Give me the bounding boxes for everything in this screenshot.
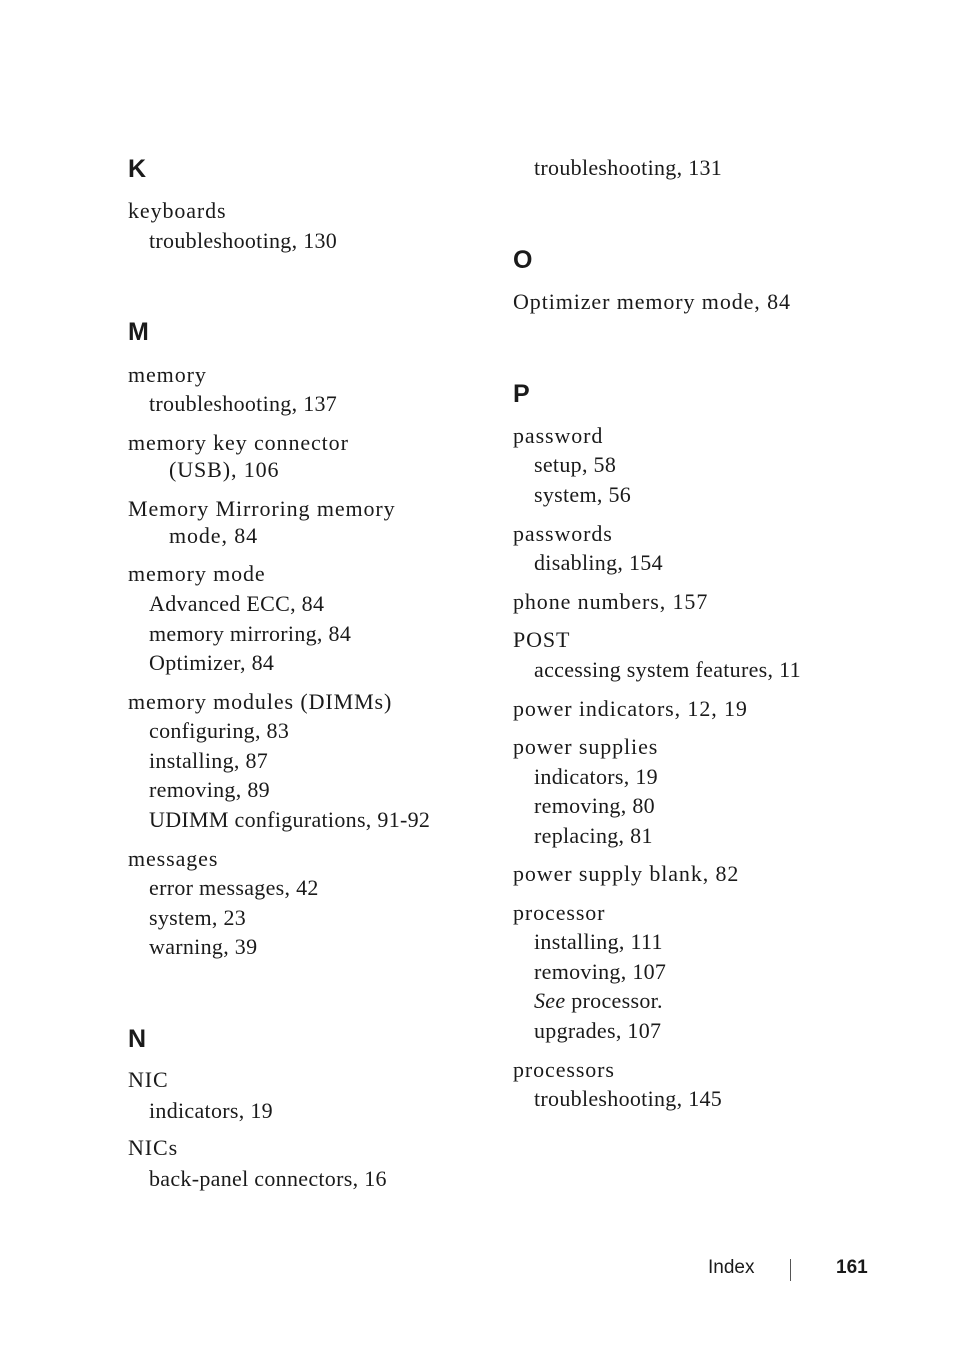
index-entry-messages: messages xyxy=(128,846,219,871)
index-subentry: system, 56 xyxy=(534,482,632,507)
index-entry-power-supplies: power supplies xyxy=(513,734,659,759)
index-entry-phone-numbers: phone numbers, 157 xyxy=(513,589,709,614)
index-entry-memory-mirroring-mode: Memory Mirroring memory xyxy=(128,496,396,521)
index-subentry: installing, 111 xyxy=(534,929,663,954)
index-subentry: removing, 89 xyxy=(149,777,270,802)
index-entry-password: password xyxy=(513,423,604,448)
index-subentry: removing, 80 xyxy=(534,793,655,818)
section-letter-m: M xyxy=(128,318,149,346)
index-entry-optimizer-memory-mode: Optimizer memory mode, 84 xyxy=(513,289,791,314)
index-entry-keyboards: keyboards xyxy=(128,198,227,223)
index-entry-power-supply-blank: power supply blank, 82 xyxy=(513,861,740,886)
index-subentry: installing, 87 xyxy=(149,748,269,773)
footer-page-number: 161 xyxy=(836,1257,868,1278)
index-entry-memory-key-connector: memory key connector xyxy=(128,430,349,455)
index-entry-power-indicators: power indicators, 12, 19 xyxy=(513,696,748,721)
index-subentry: Advanced ECC, 84 xyxy=(149,591,325,616)
index-entry-continuation: mode, 84 xyxy=(169,523,259,548)
see-target: processor. xyxy=(565,988,663,1013)
index-subentry: Optimizer, 84 xyxy=(149,650,275,675)
index-entry-memory-modules: memory modules (DIMMs) xyxy=(128,689,393,714)
index-subentry: configuring, 83 xyxy=(149,718,290,743)
index-subentry: error messages, 42 xyxy=(149,875,319,900)
section-letter-n: N xyxy=(128,1025,147,1053)
index-entry-processor: processor xyxy=(513,900,606,925)
index-entry-memory-mode: memory mode xyxy=(128,561,266,586)
index-entry-nic: NIC xyxy=(128,1067,169,1092)
index-subentry: system, 23 xyxy=(149,905,247,930)
index-subentry: UDIMM configurations, 91-92 xyxy=(149,807,431,832)
index-subentry: upgrades, 107 xyxy=(534,1018,662,1043)
index-subentry: accessing system features, 11 xyxy=(534,657,801,682)
index-subentry: troubleshooting, 137 xyxy=(149,391,338,416)
index-subentry: removing, 107 xyxy=(534,959,667,984)
index-subentry: setup, 58 xyxy=(534,452,617,477)
index-subentry: warning, 39 xyxy=(149,934,258,959)
index-entry-post: POST xyxy=(513,627,571,652)
footer-section-label: Index xyxy=(708,1257,755,1278)
index-entry-passwords: passwords xyxy=(513,521,613,546)
index-cross-reference xyxy=(534,988,663,1014)
section-letter-k: K xyxy=(128,155,147,183)
index-entry-nics: NICs xyxy=(128,1135,179,1160)
index-subentry: memory mirroring, 84 xyxy=(149,621,352,646)
section-letter-o: O xyxy=(513,246,533,274)
index-entry-continuation: (USB), 106 xyxy=(169,457,280,482)
index-entry-processors: processors xyxy=(513,1057,615,1082)
index-subentry-carryover: troubleshooting, 131 xyxy=(534,155,723,180)
index-subentry: back-panel connectors, 16 xyxy=(149,1166,387,1191)
index-subentry: troubleshooting, 145 xyxy=(534,1086,723,1111)
index-subentry: troubleshooting, 130 xyxy=(149,228,338,253)
index-subentry: disabling, 154 xyxy=(534,550,663,575)
index-subentry: indicators, 19 xyxy=(534,764,658,789)
index-subentry: indicators, 19 xyxy=(149,1098,273,1123)
see-label: See xyxy=(534,988,566,1013)
index-entry-memory: memory xyxy=(128,362,207,387)
section-letter-p: P xyxy=(513,380,530,408)
footer-divider xyxy=(790,1259,791,1281)
index-subentry: replacing, 81 xyxy=(534,823,653,848)
